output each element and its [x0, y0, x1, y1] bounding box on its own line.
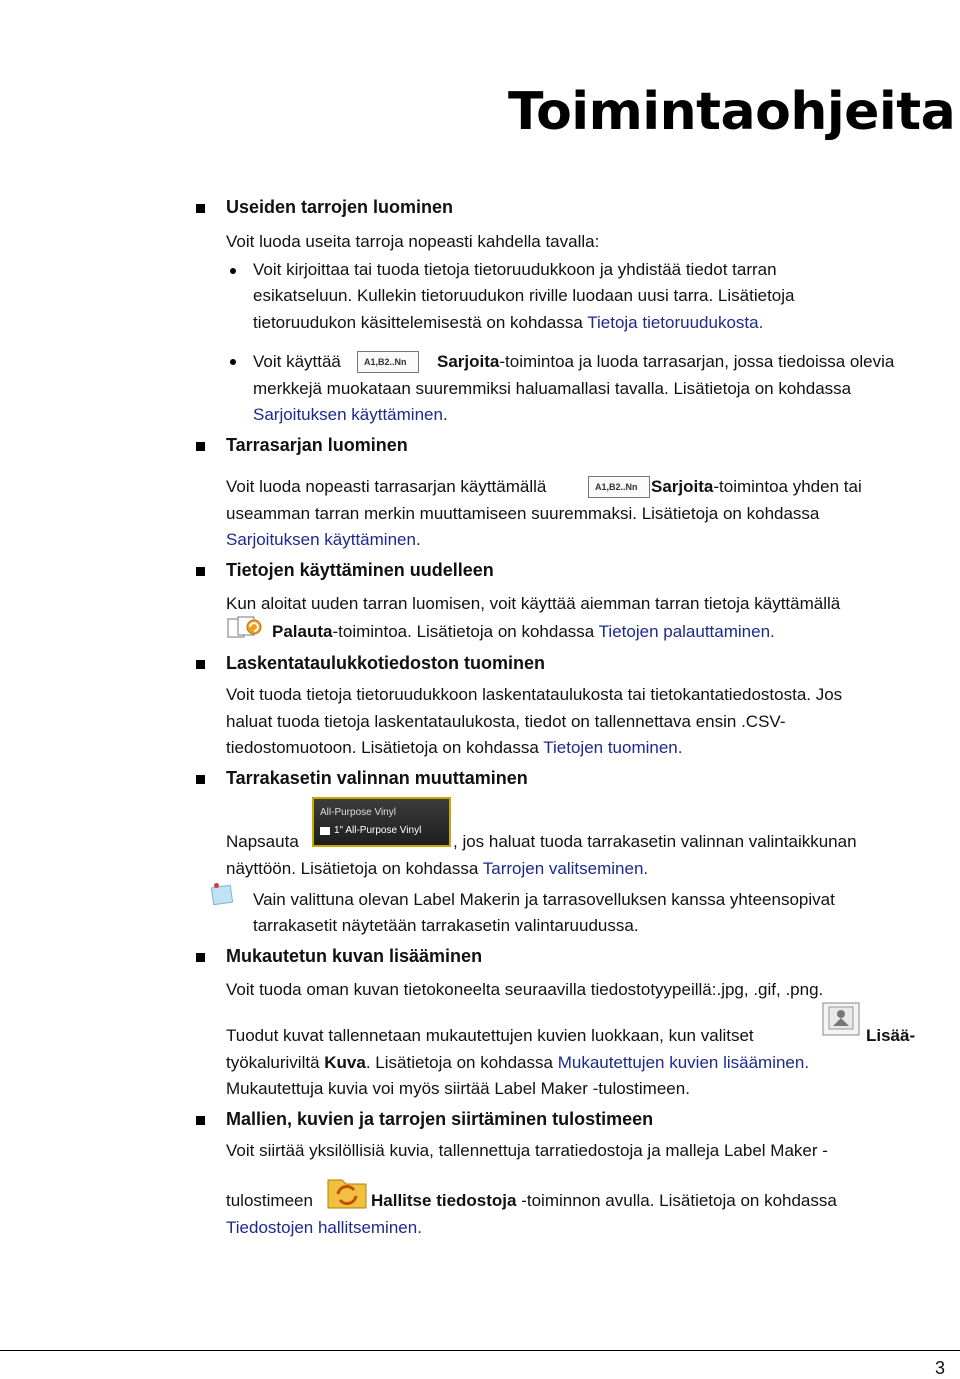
paragraph: Tuodut kuvat tallennetaan mukautettujen kuvien luokkaan, kun valitset [226, 1026, 754, 1045]
paragraph: Lisää- [866, 1026, 916, 1045]
paragraph: useamman tarran merkin muuttamiseen suuremmaksi. Lisätietoja on kohdassa [226, 504, 820, 523]
label-cassette-button[interactable] [312, 797, 451, 847]
link-mukautettujen-kuvien[interactable]: Mukautettujen kuvien lisääminen. [557, 1053, 810, 1072]
bullet-square [196, 204, 205, 213]
heading-tarrakasetin-valinta: Tarrakasetin valinnan muuttaminen [226, 768, 528, 788]
link-sarjoituksen-kayttaminen[interactable]: Sarjoituksen käyttäminen [253, 405, 443, 424]
heading-mukautetun-kuvan: Mukautetun kuvan lisääminen [226, 946, 483, 966]
note-text: Vain valittuna olevan Label Makerin ja tarrasovelluksen kanssa yhteensopivat [253, 890, 835, 909]
bullet-square [196, 1116, 205, 1125]
heading-laskentataulukko: Laskentataulukkotiedoston tuominen [226, 653, 546, 673]
note-text: tarrakasetit näytetään tarrakasetin valintaruudussa. [253, 916, 639, 935]
link-tarrojen-valitseminen[interactable]: Tarrojen valitseminen. [482, 859, 649, 878]
paragraph: Kun aloitat uuden tarran luomisen, voit käyttää aiemman tarran tietoja käyttämällä [226, 594, 841, 613]
bullet-square [196, 775, 205, 784]
paragraph: Palauta-toimintoa. Lisätietoja on kohdassa Tietojen palauttaminen. [272, 622, 775, 641]
bullet-dot [230, 268, 236, 274]
paragraph: merkkejä muokataan suuremmiksi haluamallasi tavalla. Lisätietoja on kohdassa [253, 379, 852, 398]
paragraph: Mukautettuja kuvia voi myös siirtää Label Maker -tulostimeen. [226, 1079, 690, 1098]
paragraph: Voit luoda nopeasti tarrasarjan käyttämällä [226, 477, 547, 496]
link-tietojen-tuominen[interactable]: Tietojen tuominen. [543, 738, 683, 757]
paragraph: Napsauta [226, 832, 299, 851]
paragraph: haluat tuoda tietoja laskentataulukosta, tiedot on tallennettava ensin .CSV- [226, 712, 786, 731]
sequence-icon: A1,B2..Nn [588, 476, 650, 498]
heading-tarrasarjan-luominen: Tarrasarjan luominen [226, 435, 408, 455]
paragraph [226, 1215, 422, 1241]
paragraph: työkaluriviltä Kuva. Lisätietoja on kohdassa Mukautettujen kuvien lisääminen. [226, 1053, 810, 1072]
link-tiedostojen-hallitseminen[interactable]: Tiedostojen hallitseminen. [226, 1218, 422, 1237]
cassette-size: 1" All-Purpose Vinyl [334, 825, 422, 836]
manage-files-icon [326, 1172, 368, 1210]
cassette-icon [320, 827, 330, 835]
recall-icon [226, 615, 268, 641]
paragraph: tulostimeen [226, 1191, 313, 1210]
heading-mallien-siirtaminen: Mallien, kuvien ja tarrojen siirtäminen tulostimeen [226, 1109, 654, 1129]
paragraph: Voit tuoda oman kuvan tietokoneelta seuraavilla tiedostotyypeillä:.jpg, .gif, .png. [226, 980, 824, 999]
bullet-square [196, 567, 205, 576]
bullet-square [196, 953, 205, 962]
paragraph: , jos haluat tuoda tarrakasetin valinnan valintaikkunan [453, 832, 857, 851]
note-icon [211, 885, 233, 906]
paragraph: tietoruudukon käsittelemisestä on kohdassa Tietoja tietoruudukosta. [253, 313, 764, 332]
bullet-dot [230, 359, 236, 365]
paragraph: Hallitse tiedostoja -toiminnon avulla. Lisätietoja on kohdassa [371, 1191, 837, 1210]
footer-divider [0, 1350, 960, 1351]
paragraph: esikatseluun. Kullekin tietoruudukon riville luodaan uusi tarra. Lisätietoja [253, 286, 795, 305]
link-tietoja-tietoruudukosta[interactable]: Tietoja tietoruudukosta. [587, 313, 764, 332]
cassette-name: All-Purpose Vinyl [320, 807, 396, 818]
paragraph: Sarjoita-toimintoa yhden tai [651, 477, 862, 496]
paragraph: Sarjoita-toimintoa ja luoda tarrasarjan, jossa tiedoissa olevia [437, 352, 895, 371]
pin-icon [214, 883, 219, 888]
link-tietojen-palauttaminen[interactable]: Tietojen palauttaminen. [598, 622, 775, 641]
paragraph: Sarjoituksen käyttäminen. [226, 530, 421, 549]
insert-image-icon [822, 1002, 860, 1036]
heading-useiden-tarrojen: Useiden tarrojen luominen [226, 197, 454, 217]
paragraph: Voit siirtää yksilöllisiä kuvia, tallennettuja tarratiedostoja ja malleja Label Maker - [226, 1141, 828, 1160]
paragraph: näyttöön. Lisätietoja on kohdassa Tarrojen valitseminen. [226, 859, 649, 878]
paragraph: Sarjoituksen käyttäminen. [253, 405, 448, 424]
link-sarjoituksen-kayttaminen[interactable]: Sarjoituksen käyttäminen [226, 530, 416, 549]
heading-tietojen-kayttaminen: Tietojen käyttäminen uudelleen [226, 560, 494, 580]
paragraph: Voit tuoda tietoja tietoruudukkoon laskentataulukosta tai tietokantatiedostosta. Jos [226, 685, 843, 704]
page-title: Toimintaohjeita [508, 82, 956, 142]
sequence-icon: A1,B2..Nn [357, 351, 419, 373]
paragraph: Voit käyttää [253, 352, 341, 371]
paragraph: tiedostomuotoon. Lisätietoja on kohdassa Tietojen tuominen. [226, 738, 683, 757]
page-number: 3 [935, 1358, 946, 1378]
bullet-square [196, 660, 205, 669]
bullet-square [196, 442, 205, 451]
paragraph: Voit kirjoittaa tai tuoda tietoja tietoruudukkoon ja yhdistää tiedot tarran [253, 260, 777, 279]
paragraph: Voit luoda useita tarroja nopeasti kahdella tavalla: [226, 232, 600, 251]
